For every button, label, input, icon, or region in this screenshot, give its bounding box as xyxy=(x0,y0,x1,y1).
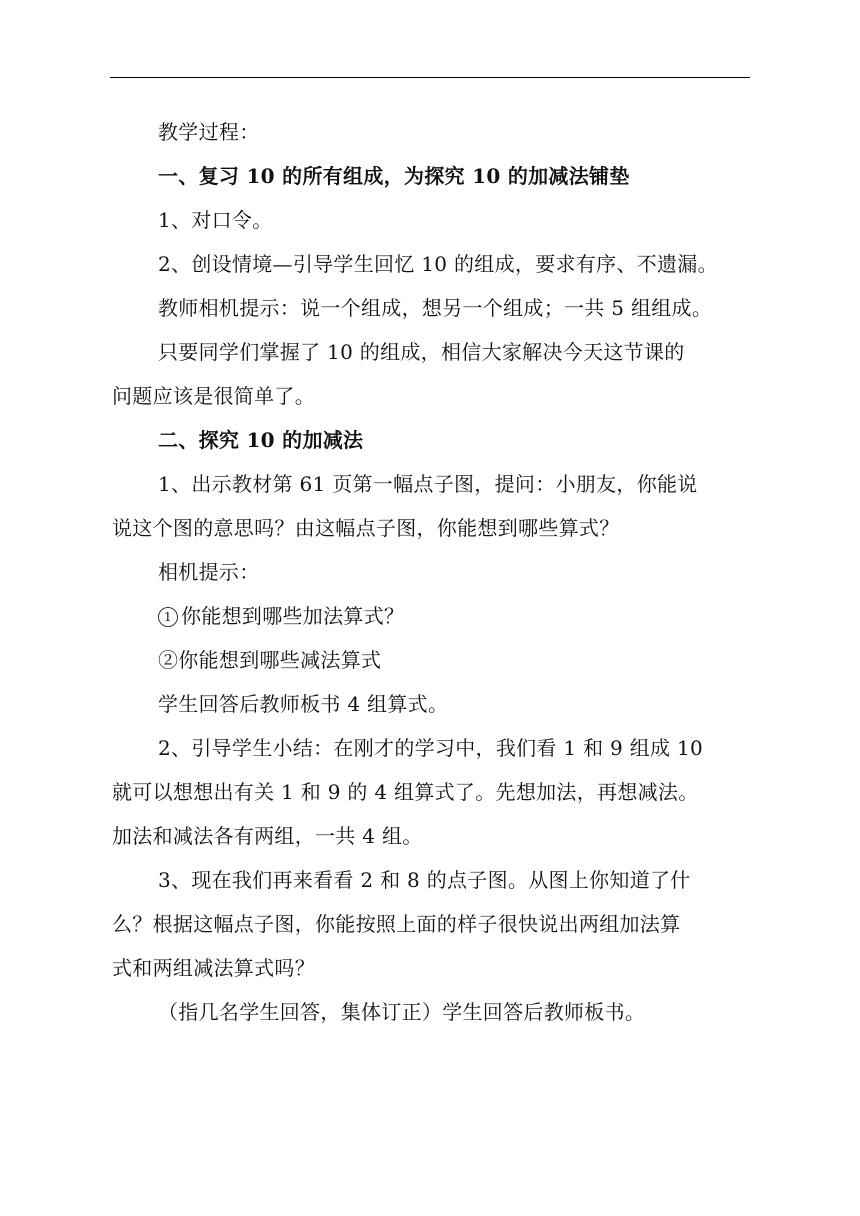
question1-text: 你能想到哪些加法算式？ xyxy=(181,604,405,628)
s2-item1-line2: 说这个图的意思吗？由这幅点子图，你能想到哪些算式？ xyxy=(112,516,620,540)
para1-line2: 问题应该是很简单了。 xyxy=(112,384,315,408)
s2-item1-line1: 1、出示教材第 61 页第一幅点子图，提问：小朋友，你能说 xyxy=(158,472,698,496)
item2: 2、创设情境—引导学生回忆 10 的组成，要求有序、不遗漏。 xyxy=(158,252,718,276)
s2-item2-line3: 加法和减法各有两组，一共 4 组。 xyxy=(112,824,423,848)
document-body xyxy=(112,110,752,1034)
section1-title: 一、复习 10 的所有组成，为探究 10 的加减法铺垫 xyxy=(158,164,630,188)
para1-line1: 只要同学们掌握了 10 的组成，相信大家解决今天这节课的 xyxy=(158,340,685,364)
s2-item3-line2: 么？根据这幅点子图，你能按照上面的样子很快说出两组加法算 xyxy=(112,912,681,936)
closing-line: （指几名学生回答，集体订正）学生回答后教师板书。 xyxy=(158,1000,646,1024)
item1: 1、对口令。 xyxy=(158,208,273,232)
s2-item3-line1: 3、现在我们再来看看 2 和 8 的点子图。从图上你知道了什 xyxy=(158,868,691,892)
s2-item2-line2: 就可以想想出有关 1 和 9 的 4 组算式了。先想加法，再想减法。 xyxy=(112,780,699,804)
question2: ②你能想到哪些减法算式 xyxy=(158,648,382,672)
s2-item2-line1: 2、引导学生小结：在刚才的学习中，我们看 1 和 9 组成 10 xyxy=(158,736,704,760)
hint2: 相机提示： xyxy=(158,560,260,584)
circled-number-1: 1 xyxy=(158,607,178,627)
section2-title: 二、探究 10 的加减法 xyxy=(158,428,364,452)
process-label: 教学过程： xyxy=(158,120,260,144)
hint1: 教师相机提示：说一个组成，想另一个组成；一共 5 组组成。 xyxy=(158,296,713,320)
answer1: 学生回答后教师板书 4 组算式。 xyxy=(158,692,449,716)
s2-item3-line3: 式和两组减法算式吗？ xyxy=(112,956,315,980)
question1 xyxy=(112,594,752,638)
header-rule xyxy=(110,77,750,78)
